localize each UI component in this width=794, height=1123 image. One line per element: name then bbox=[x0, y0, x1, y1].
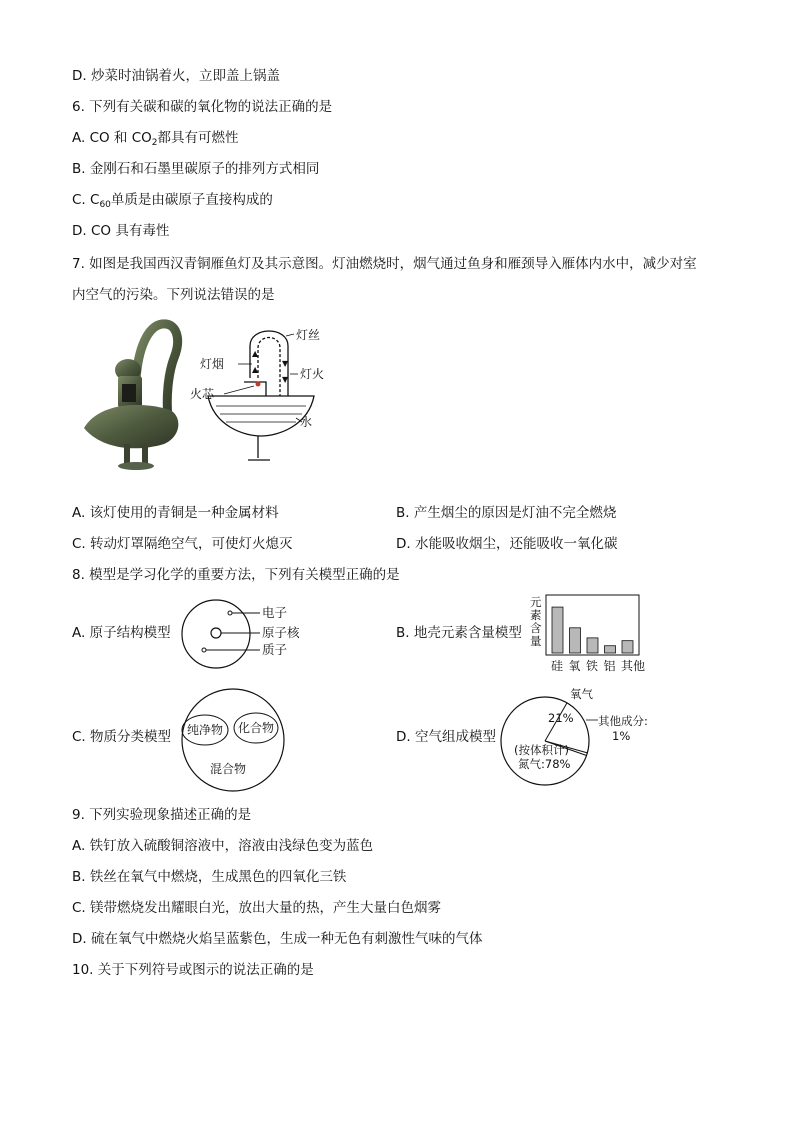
q9-option-d: D. 硫在氧气中燃烧火焰呈蓝紫色，生成一种无色有刺激性气味的气体 bbox=[72, 931, 483, 947]
pie-label-note: (按体积计) bbox=[514, 743, 569, 757]
label-nucleus: 原子核 bbox=[262, 625, 300, 640]
label-pure-substance: 纯净物 bbox=[186, 723, 224, 737]
q8-option-a: A. 原子结构模型 bbox=[72, 625, 171, 641]
label-smoke: 灯烟 bbox=[200, 357, 225, 371]
label-water: 水 bbox=[300, 415, 313, 429]
q6-option-b: B. 金刚石和石墨里碳原子的排列方式相同 bbox=[72, 161, 320, 177]
label-proton: 质子 bbox=[262, 642, 288, 657]
q9-stem: 9. 下列实验现象描述正确的是 bbox=[72, 807, 252, 823]
pie-label-other-pct: 1% bbox=[612, 729, 631, 743]
svg-text:▼: ▼ bbox=[282, 359, 289, 368]
svg-text:▲: ▲ bbox=[252, 349, 259, 358]
q8-option-b: B. 地壳元素含量模型 bbox=[396, 625, 522, 641]
pie-label-oxygen: 氧气 bbox=[570, 687, 593, 701]
label-fire: 灯火 bbox=[300, 367, 325, 381]
label-compound: 化合物 bbox=[237, 721, 275, 735]
q9-option-b: B. 铁丝在氧气中燃烧，生成黑色的四氧化三铁 bbox=[72, 869, 347, 885]
q9-option-a: A. 铁钉放入硫酸铜溶液中，溶液由浅绿色变为蓝色 bbox=[72, 838, 374, 854]
svg-text:▲: ▲ bbox=[252, 365, 259, 374]
label-lamp-wick: 灯丝 bbox=[296, 328, 321, 342]
bar-category-label: 铝 bbox=[603, 659, 616, 673]
q6-option-a-pre: A. CO 和 CO bbox=[72, 130, 152, 146]
bar-硅 bbox=[552, 607, 563, 653]
crust-element-bar-chart bbox=[528, 592, 646, 674]
atom-structure-model bbox=[176, 598, 336, 670]
svg-text:▼: ▼ bbox=[282, 375, 289, 384]
q8-stem: 8. 模型是学习化学的重要方法，下列有关模型正确的是 bbox=[72, 567, 400, 583]
bar-ylabel-char: 含 bbox=[530, 621, 542, 635]
q6-option-c-pre: C. C bbox=[72, 192, 100, 208]
pie-label-other: 其他成分: bbox=[598, 714, 648, 728]
bar-category-label: 铁 bbox=[586, 659, 599, 673]
bar-category-label: 硅 bbox=[551, 659, 564, 673]
q6-option-a-post: 都具有可燃性 bbox=[157, 130, 239, 146]
bar-category-label: 氧 bbox=[568, 659, 581, 673]
label-electron: 电子 bbox=[262, 605, 288, 620]
q6-option-c-post: 单质是由碳原子直接构成的 bbox=[110, 192, 273, 208]
q6-stem: 6. 下列有关碳和碳的氧化物的说法正确的是 bbox=[72, 99, 333, 115]
flow-arrows bbox=[252, 349, 289, 384]
q6-option-a-sub: 2 bbox=[151, 138, 158, 148]
label-core: 火芯 bbox=[190, 387, 215, 401]
q6-option-a bbox=[72, 128, 239, 153]
bar-氧 bbox=[570, 628, 581, 653]
water-lines bbox=[216, 406, 306, 422]
bar-ylabel-char: 元 bbox=[530, 595, 542, 609]
pie-label-nitrogen: 氮气:78% bbox=[518, 757, 571, 771]
label-mixture: 混合物 bbox=[209, 762, 247, 776]
pie-label-oxygen-pct: 21% bbox=[548, 711, 574, 725]
bronze-lamp-photo bbox=[78, 318, 186, 472]
q5-option-d: D. 炒菜时油锅着火，立即盖上锅盖 bbox=[72, 68, 280, 84]
q6-option-d: D. CO 具有毒性 bbox=[72, 223, 170, 239]
flame-dot bbox=[256, 382, 261, 387]
bar-category-label: 其他 bbox=[621, 659, 646, 673]
q7-option-a: A. 该灯使用的青铜是一种金属材料 bbox=[72, 505, 279, 521]
q9-option-c: C. 镁带燃烧发出耀眼白光，放出大量的热，产生大量白色烟雾 bbox=[72, 900, 442, 916]
substance-classification-model bbox=[176, 688, 290, 792]
bar-ylabel-char: 素 bbox=[530, 608, 542, 622]
q6-option-c-sub: 60 bbox=[99, 200, 111, 210]
q8-option-c: C. 物质分类模型 bbox=[72, 729, 172, 745]
smoke-path bbox=[258, 338, 280, 397]
q10-stem: 10. 关于下列符号或图示的说法正确的是 bbox=[72, 962, 314, 978]
bar-ylabel-char: 量 bbox=[530, 634, 542, 648]
q7-option-c: C. 转动灯罩隔绝空气，可使灯火熄灭 bbox=[72, 536, 293, 552]
bar-铝 bbox=[605, 646, 616, 653]
lamp-shade bbox=[244, 382, 266, 396]
q8-option-d: D. 空气组成模型 bbox=[396, 729, 496, 745]
q6-option-c bbox=[72, 190, 273, 215]
bar-铁 bbox=[587, 638, 598, 653]
lamp-schematic-diagram bbox=[186, 318, 336, 468]
q7-option-d: D. 水能吸收烟尘，还能吸收一氧化碳 bbox=[396, 536, 618, 552]
q7-stem-line2: 内空气的污染。下列说法错误的是 bbox=[72, 287, 275, 303]
air-composition-pie-chart bbox=[500, 684, 690, 796]
q7-stem-line1: 7. 如图是我国西汉青铜雁鱼灯及其示意图。灯油燃烧时，烟气通过鱼身和雁颈导入雁体内水中，减少对室 bbox=[72, 256, 697, 272]
water-basin bbox=[208, 396, 314, 436]
bar-其他 bbox=[622, 641, 633, 653]
q7-option-b: B. 产生烟尘的原因是灯油不完全燃烧 bbox=[396, 505, 617, 521]
